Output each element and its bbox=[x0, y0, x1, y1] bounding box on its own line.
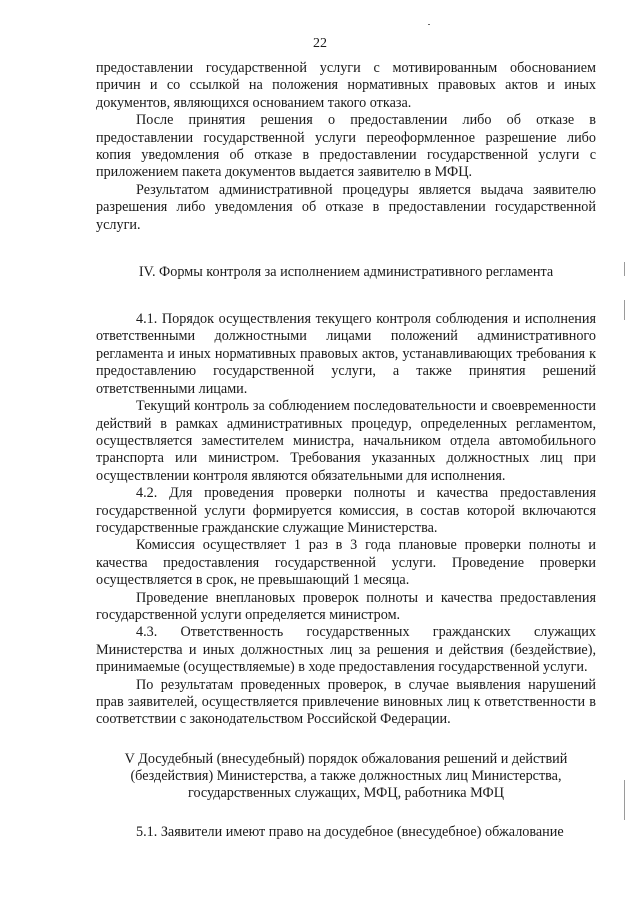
spacer bbox=[96, 729, 596, 751]
paragraph: 4.3. Ответственность государственных гражданских служащих Министерства и иных должностных лиц за решения и действия (бездействие), принимаемые (осуществляемые) в ходе предоставления государственной услуги. bbox=[96, 624, 596, 676]
paragraph: Проведение внеплановых проверок полноты и качества предоставления государственной услуги определяется министром. bbox=[96, 589, 596, 623]
paragraph: Результатом административной процедуры является выдача заявителю разрешения либо уведомления об отказе в предоставлении государственной услуги. bbox=[96, 181, 596, 233]
paragraph: Комиссия осуществляет 1 раз в 3 года плановые проверки полноты и качества предоставления государственной услуги. Проведение проверки осуществляется в срок, не превышающий 1 месяца. bbox=[96, 537, 596, 589]
paragraph: 4.2. Для проведения проверки полноты и качества предоставления государственной услуги формируется комиссия, в состав которой включаются государственные гражданские служащие Министерства. bbox=[96, 485, 596, 536]
paragraph: предоставлении государственной услуги с мотивированным обоснованием причин и со ссылкой на положения нормативных правовых актов и иных документов, являющихся основанием такого отказа. bbox=[96, 60, 596, 111]
paragraph: Текущий контроль за соблюдением последовательности и своевременности действий в рамках административных процедур, определенных регламентом, осуществляется заместителем министра, начальником отдела автомобильного транспорта или министром. Требования указанных должностных лиц при осуществлении контроля являются обязательными для исполнения. bbox=[96, 398, 596, 484]
spacer bbox=[96, 234, 596, 264]
scan-speck bbox=[428, 24, 430, 25]
section-v-heading-line: (бездействия) Министерства, а также должностных лиц Министерства, bbox=[130, 767, 562, 784]
scan-artifact bbox=[624, 300, 625, 320]
section-v-heading-line: V Досудебный (внесудебный) порядок обжалования решений и действий bbox=[124, 750, 568, 767]
paragraph: 4.1. Порядок осуществления текущего контроля соблюдения и исполнения ответственными должностными лицами положений административного регламента и иных нормативных правовых актов, устанавливающих требования к предоставлению государственной услуги, а также принятия решений ответственными лицами. bbox=[96, 311, 596, 397]
page-body bbox=[96, 60, 596, 841]
spacer bbox=[96, 802, 596, 824]
paragraph: После принятия решения о предоставлении либо об отказе в предоставлении государственной услуги переоформленное разрешение либо копия уведомления об отказе в предоставлении государственной услуги с приложением пакета документов выдается заявителю в МФЦ. bbox=[96, 112, 596, 181]
scan-artifact bbox=[624, 780, 625, 820]
section-iv-heading: IV. Формы контроля за исполнением административного регламента bbox=[138, 264, 554, 281]
paragraph: 5.1. Заявители имеют право на досудебное (внесудебное) обжалование bbox=[136, 823, 564, 840]
page-number: 22 bbox=[313, 36, 327, 51]
spacer bbox=[96, 281, 596, 311]
scan-artifact bbox=[624, 262, 625, 276]
paragraph: По результатам проведенных проверок, в случае выявления нарушений прав заявителей, осуществляется привлечение виновных лиц к ответственности в соответствии с законодательством Российской Федерации. bbox=[96, 676, 596, 728]
section-v-heading-line: государственных служащих, МФЦ, работника МФЦ bbox=[188, 784, 504, 801]
